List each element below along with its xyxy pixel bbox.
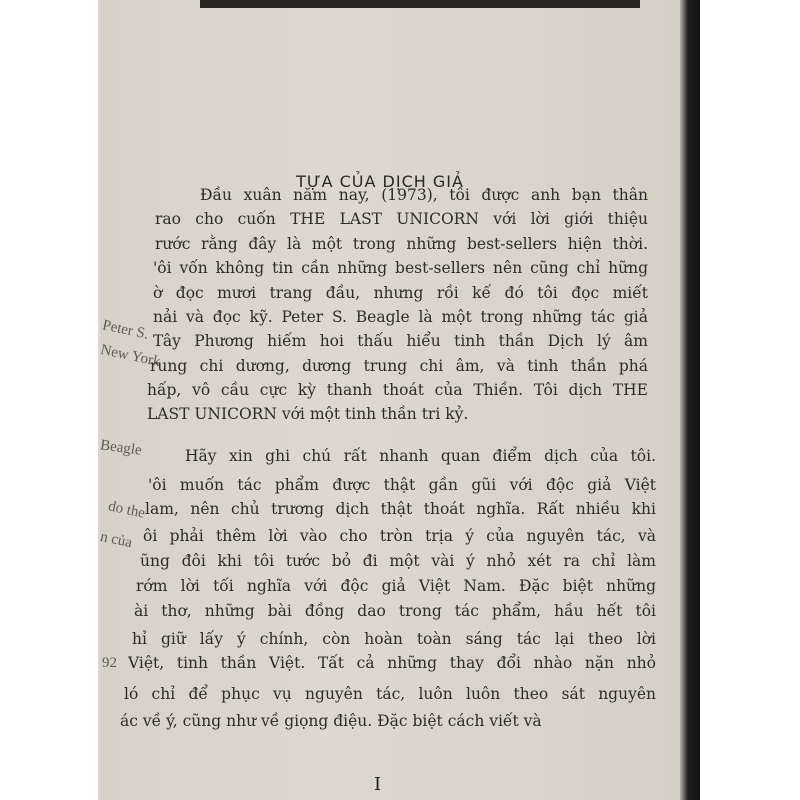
text-line: Hãy xin ghi chú rất nhanh quan điểm dịch của tôi. (185, 447, 656, 465)
page-number: I (374, 774, 382, 795)
text-line: Tây Phương hiếm hoi thấu hiểu tinh thần Dịch lý âm (153, 332, 648, 350)
margin-note: do the (106, 498, 147, 522)
text-line: hấp, vô cầu cực kỳ thanh thoát của Thiền. Tôi dịch THE (147, 381, 648, 399)
margin-note: 92 (102, 655, 117, 671)
text-line: rung chi dương, dương trung chi âm, và tinh thần phá (150, 357, 648, 375)
text-line: rao cho cuốn THE LAST UNICORN với lời giới thiệu (155, 210, 648, 228)
text-line: ờ đọc mươi trang đầu, nhưng rồi kế đó tôi đọc miết (153, 284, 648, 302)
text-line: ôi phải thêm lời vào cho tròn trịa ý của nguyên tác, và (143, 527, 656, 545)
text-line: ác về ý, cũng như về giọng điệu. Đặc biệt cách viết và (120, 712, 542, 730)
text-line: Việt, tinh thần Việt. Tất cả những thay đổi nhào nặn nhỏ (128, 654, 656, 672)
text-line: 'ôi muốn tác phẩm được thật gần gũi với độc giả Việt (148, 476, 656, 494)
text-line: rước rằng đây là một trong những best-sellers hiện thời. (155, 235, 648, 253)
margin-note: n của (98, 528, 134, 552)
text-line: rớm lời tối nghĩa với độc giả Việt Nam. Đặc biệt những (136, 577, 656, 595)
margin-note: Beagle (99, 437, 143, 459)
text-line: nải và đọc kỹ. Peter S. Beagle là một trong những tác giả (153, 308, 648, 326)
text-line: Đầu xuân năm nay, (1973), tôi được anh bạn thân (200, 186, 648, 204)
text-line: ló chỉ để phục vụ nguyên tác, luôn luôn theo sát nguyên (124, 685, 656, 703)
margin-note: New York (99, 341, 162, 371)
text-line: lam, nên chủ trương dịch thật thoát nghĩa. Rất nhiều khi (145, 500, 656, 518)
text-line: hỉ giữ lấy ý chính, còn hoàn toàn sáng tác lại theo lời (132, 630, 656, 648)
page-edge-shadow (680, 0, 700, 800)
margin-note: Peter S. (100, 317, 150, 343)
text-line: 'ôi vốn không tin cần những best-sellers nên cũng chỉ hững (153, 259, 648, 277)
page-heading: TỰA CỦA DỊCH GIẢ (296, 172, 464, 191)
text-line: ài thơ, những bài đồng dao trong tác phẩm, hầu hết tôi (134, 602, 656, 620)
text-line: ũng đôi khi tôi tước bỏ đi một vài ý nhỏ xét ra chỉ làm (140, 552, 656, 570)
top-shadow (200, 0, 640, 8)
text-line: LAST UNICORN với một tinh thần tri kỷ. (147, 405, 469, 423)
